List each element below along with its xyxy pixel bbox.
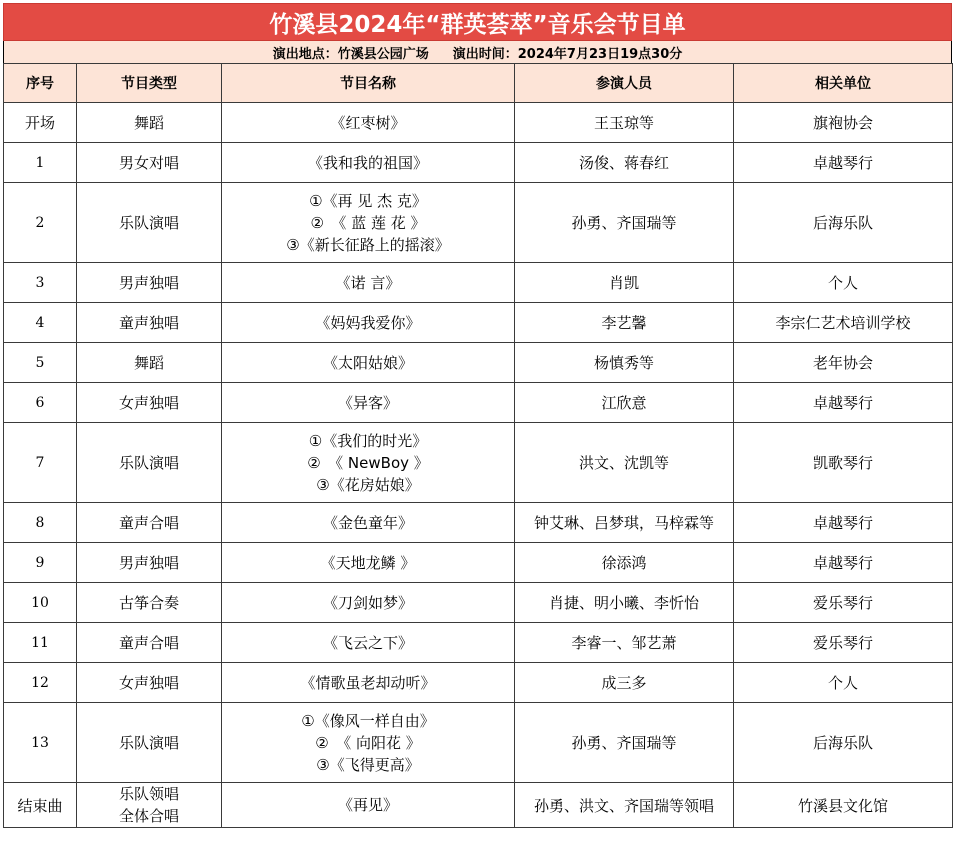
program-name-line: ③《飞得更高》 xyxy=(316,755,420,774)
program-name-line: 《诺 言》 xyxy=(335,273,401,292)
row-number: 4 xyxy=(4,303,77,343)
related-unit: 爱乐琴行 xyxy=(734,623,953,663)
program-type-line: 古筝合奏 xyxy=(118,593,179,612)
program-name xyxy=(222,783,515,828)
related-unit: 凯歌琴行 xyxy=(734,423,953,503)
row-number: 13 xyxy=(4,703,77,783)
program-name-line: 《天地龙鳞 》 xyxy=(320,553,416,572)
program-name xyxy=(222,703,515,783)
program-name xyxy=(222,263,515,303)
row-number: 12 xyxy=(4,663,77,703)
related-unit: 爱乐琴行 xyxy=(734,583,953,623)
program-type xyxy=(77,543,222,583)
performers: 王玉琼等 xyxy=(515,103,734,143)
table-row xyxy=(4,383,953,423)
table-row xyxy=(4,263,953,303)
row-number: 7 xyxy=(4,423,77,503)
table-row xyxy=(4,183,953,263)
header-program: 节目名称 xyxy=(222,64,515,103)
program-type xyxy=(77,383,222,423)
program-name-line: 《再见》 xyxy=(337,796,398,814)
row-number: 11 xyxy=(4,623,77,663)
related-unit: 个人 xyxy=(734,663,953,703)
performers: 孙勇、洪文、齐国瑞等领唱 xyxy=(515,783,734,828)
program-name-line: 《异客》 xyxy=(337,393,398,412)
row-number: 结束曲 xyxy=(4,783,77,828)
program-name-line: ③《新长征路上的摇滚》 xyxy=(286,235,450,254)
program-type xyxy=(77,623,222,663)
program-type-line: 乐队演唱 xyxy=(118,453,179,472)
program-type-line: 童声合唱 xyxy=(118,633,179,652)
program-name xyxy=(222,663,515,703)
program-type-line: 乐队演唱 xyxy=(118,733,179,752)
program-name-line: 《妈妈我爱你》 xyxy=(315,313,421,332)
program-type xyxy=(77,663,222,703)
sheet-title: 竹溪县2024年“群英荟萃”音乐会节目单 xyxy=(3,3,952,41)
related-unit: 老年协会 xyxy=(734,343,953,383)
program-name xyxy=(222,103,515,143)
program-name-line: ①《我们的时光》 xyxy=(308,431,428,450)
program-type xyxy=(77,423,222,503)
row-number: 3 xyxy=(4,263,77,303)
program-type-line: 舞蹈 xyxy=(133,353,164,372)
program-name-line: ③《花房姑娘》 xyxy=(316,475,420,494)
row-number: 9 xyxy=(4,543,77,583)
table-row xyxy=(4,303,953,343)
program-type-line: 童声独唱 xyxy=(118,313,179,332)
program-name-line: 《太阳姑娘》 xyxy=(322,353,413,372)
performers: 孙勇、齐国瑞等 xyxy=(515,183,734,263)
table-row xyxy=(4,143,953,183)
program-type xyxy=(77,103,222,143)
performers: 李睿一、邹艺萧 xyxy=(515,623,734,663)
venue-text: 演出地点：竹溪县公园广场 xyxy=(272,46,429,62)
table-row xyxy=(4,343,953,383)
table-row xyxy=(4,703,953,783)
related-unit: 卓越琴行 xyxy=(734,543,953,583)
program-name-line: 《我和我的祖国》 xyxy=(307,153,428,172)
header-row xyxy=(4,64,953,103)
program-name xyxy=(222,383,515,423)
program-name xyxy=(222,543,515,583)
performers: 孙勇、齐国瑞等 xyxy=(515,703,734,783)
table-row xyxy=(4,543,953,583)
program-name-line: ①《再 见 杰 克》 xyxy=(309,191,427,210)
related-unit: 卓越琴行 xyxy=(734,143,953,183)
performers: 洪文、沈凯等 xyxy=(515,423,734,503)
table-row xyxy=(4,103,953,143)
program-type-line: 女声独唱 xyxy=(118,673,179,692)
program-type-line: 男声独唱 xyxy=(118,273,179,292)
program-type-line: 男声独唱 xyxy=(118,553,179,572)
performers: 钟艾琳、吕梦琪，马梓霖等 xyxy=(515,503,734,543)
program-name-line: 《飞云之下》 xyxy=(322,633,413,652)
program-type xyxy=(77,583,222,623)
program-type xyxy=(77,143,222,183)
program-name-line: 《金色童年》 xyxy=(322,513,413,532)
program-name xyxy=(222,583,515,623)
related-unit: 卓越琴行 xyxy=(734,503,953,543)
performers: 肖捷、明小曦、李忻怡 xyxy=(515,583,734,623)
performers: 杨慎秀等 xyxy=(515,343,734,383)
program-name-line: ② 《 NewBoy 》 xyxy=(307,453,429,472)
event-info xyxy=(3,41,952,63)
header-performers: 参演人员 xyxy=(515,64,734,103)
program-name xyxy=(222,623,515,663)
program-name xyxy=(222,423,515,503)
row-number: 1 xyxy=(4,143,77,183)
program-type-line: 全体合唱 xyxy=(118,807,179,825)
program-name-line: ② 《 向阳花 》 xyxy=(315,733,421,752)
related-unit: 旗袍协会 xyxy=(734,103,953,143)
header-type: 节目类型 xyxy=(77,64,222,103)
performers: 成三多 xyxy=(515,663,734,703)
table-row xyxy=(4,663,953,703)
table-row xyxy=(4,423,953,503)
related-unit: 后海乐队 xyxy=(734,703,953,783)
program-name-line: 《刀剑如梦》 xyxy=(322,593,413,612)
program-type-line: 舞蹈 xyxy=(133,113,164,132)
program-name xyxy=(222,503,515,543)
row-number: 10 xyxy=(4,583,77,623)
program-type xyxy=(77,183,222,263)
table-row xyxy=(4,623,953,663)
program-name-line: 《红枣树》 xyxy=(330,113,406,132)
related-unit: 后海乐队 xyxy=(734,183,953,263)
performers: 肖凯 xyxy=(515,263,734,303)
header-no: 序号 xyxy=(4,64,77,103)
performers: 徐添鸿 xyxy=(515,543,734,583)
program-type-line: 童声合唱 xyxy=(118,513,179,532)
header-unit: 相关单位 xyxy=(734,64,953,103)
time-text: 演出时间：2024年7月23日19点30分 xyxy=(452,46,683,62)
performers: 汤俊、蒋春红 xyxy=(515,143,734,183)
program-type xyxy=(77,303,222,343)
program-type-line: 女声独唱 xyxy=(118,393,179,412)
program-name-line: 《情歌虽老却动听》 xyxy=(300,673,436,692)
program-type xyxy=(77,703,222,783)
related-unit: 个人 xyxy=(734,263,953,303)
program-name-line: ② 《 蓝 莲 花 》 xyxy=(310,213,426,232)
program-type xyxy=(77,263,222,303)
performers: 江欣意 xyxy=(515,383,734,423)
program-rows xyxy=(4,103,953,828)
related-unit: 李宗仁艺术培训学校 xyxy=(734,303,953,343)
program-type xyxy=(77,783,222,828)
program-name xyxy=(222,343,515,383)
program-name-line: ①《像风一样自由》 xyxy=(301,711,435,730)
table-row xyxy=(4,783,953,828)
program-table xyxy=(3,63,953,828)
program-type xyxy=(77,503,222,543)
row-number: 5 xyxy=(4,343,77,383)
row-number: 2 xyxy=(4,183,77,263)
program-name xyxy=(222,183,515,263)
row-number: 8 xyxy=(4,503,77,543)
row-number: 开场 xyxy=(4,103,77,143)
performers: 李艺馨 xyxy=(515,303,734,343)
row-number: 6 xyxy=(4,383,77,423)
program-name xyxy=(222,303,515,343)
program-name xyxy=(222,143,515,183)
table-row xyxy=(4,583,953,623)
program-type-line: 乐队演唱 xyxy=(118,213,179,232)
program-type-line: 男女对唱 xyxy=(118,153,179,172)
related-unit: 卓越琴行 xyxy=(734,383,953,423)
table-row xyxy=(4,503,953,543)
program-type xyxy=(77,343,222,383)
related-unit: 竹溪县文化馆 xyxy=(734,783,953,828)
program-type-line: 乐队领唱 xyxy=(118,785,179,803)
program-sheet xyxy=(3,3,952,828)
